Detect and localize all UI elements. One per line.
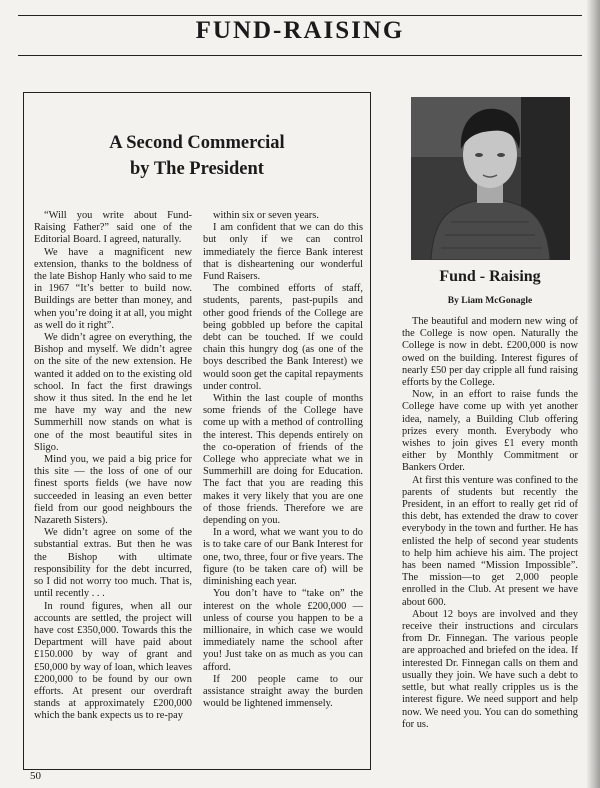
paragraph: We didn’t agree on everything, the Bishop and myself. We didn’t agree on the site of the new extension. He wanted it added on to the existing old school. In fact the first drawings show it thus sited. In the end he let me have my way and the new Summerhill now stands on what is one of the most beautiful sites in Sligo. xyxy=(34,332,192,453)
section-header-title: FUND-RAISING xyxy=(195,17,405,44)
page-number: 50 xyxy=(30,770,41,782)
paragraph: If 200 people came to our assistance straight away the burden would be lightened immensely. xyxy=(203,673,363,710)
paragraph: You don’t have to “take on” the interest on the whole £200,000 — unless of course you happen to be a millionaire, in which case we would immediately name the school after you! Just take on as much as you can afford. xyxy=(203,588,363,673)
paragraph: Mind you, we paid a big price for this site — the loss of one of our finest sports fields (we have now succeeded in leasing an even better field from our good neighbours the Nazareth Sisters). xyxy=(34,454,192,527)
paragraph: The combined efforts of staff, students, parents, past-pupils and other good friends of the College are being gobbled up before the capital debt can be touched. If we could chain this hungry dog (as one of the boys described the Bank Interest) we would soon get the capital repayments under control. xyxy=(203,283,363,392)
main-article-column-1 xyxy=(34,210,192,723)
main-article-title-line1: A Second Commercial xyxy=(109,133,285,153)
paragraph: I am confident that we can do this but only if we can control immediately the fierce Bank interest that is disheartening our wonderful Fund Raisers. xyxy=(203,222,363,283)
paragraph: At first this venture was confined to the parents of students but recently the President, in an effort to really get rid of this debt, has extended the draw to cover everybody in the town and further. He has enlisted the help of second year students to help him achieve his aim. The project has been named “Mission Impossible”. The mission—to get 2,000 people enrolled in the Club. At present we have about 600. xyxy=(402,474,578,608)
main-article-title-line2: by The President xyxy=(130,159,264,179)
paragraph: We have a magnificent new extension, thanks to the boldness of the late Bishop Hanly who said to me in 1967 “It’s better to build now. Buildings are better than money, and when you’re doing it at all, you might as well do it right”. xyxy=(34,246,192,331)
paragraph: Within the last couple of months some friends of the College have come up with a method of controlling the interest. This depends entirely on the co-operation of friends of the College who appreciate what we in Summerhill are doing for Education. The fact that you are reading this makes it very likely that you are one of those friends. Therefore we are depending on you. xyxy=(203,393,363,527)
side-article-title: Fund - Raising xyxy=(439,268,541,285)
paragraph: In a word, what we want you to do is to take care of our Bank Interest for one, two, three, four or five years. The figure (to be taken care of) will be diminishing each year. xyxy=(203,527,363,588)
paragraph: We didn’t agree on some of the substantial extras. But then he was the Bishop with ultimate responsibility for the debt incurred, so I did not worry too much. That is, until recently . . . xyxy=(34,527,192,600)
paragraph: “Will you write about Fund-Raising Father?” said one of the Editorial Board. I agreed, naturally. xyxy=(34,210,192,246)
side-article-byline: By Liam McGonagle xyxy=(447,296,533,306)
paragraph: About 12 boys are involved and they receive their instructions and circulars from Dr. Finnegan. The various people are approached and briefed on the idea. If interested Dr. Finnegan calls on them and usually they join. We have such a debt to settle, but what really cripples us is the interest figure. We need support and help now. We need you. You can do something for us. xyxy=(402,608,578,730)
header-rule-bottom xyxy=(18,55,582,56)
main-article-column-2 xyxy=(203,210,363,710)
paragraph: within six or seven years. xyxy=(213,210,319,221)
header-rule-top xyxy=(18,15,582,16)
side-article-body xyxy=(402,316,578,731)
paragraph: In round figures, when all our accounts are settled, the project will have cost £350,000. Towards this the Department will have paid about £150.000 by way of grant and £50,000 by way of loan, which leaves £200,000 to be found by our own efforts. At present our overdraft stands at approximately £200,000 which the bank expects us to re-pay xyxy=(34,600,192,722)
author-portrait-photo xyxy=(411,97,570,260)
paragraph: Now, in an effort to raise funds the College have come up with yet another idea, namely, a Building Club offering prizes every month. Everybody who wishes to join gives £1 every month either by Monthly Commitment or Bankers Order. xyxy=(402,389,578,474)
page-edge-shadow xyxy=(586,0,600,788)
paragraph: The beautiful and modern new wing of the College is now open. Naturally the College is now in debt. £200,000 is now owed on the building. Interest figures of nearly £50 per day cripple all fund raising efforts by the College. xyxy=(402,316,578,389)
